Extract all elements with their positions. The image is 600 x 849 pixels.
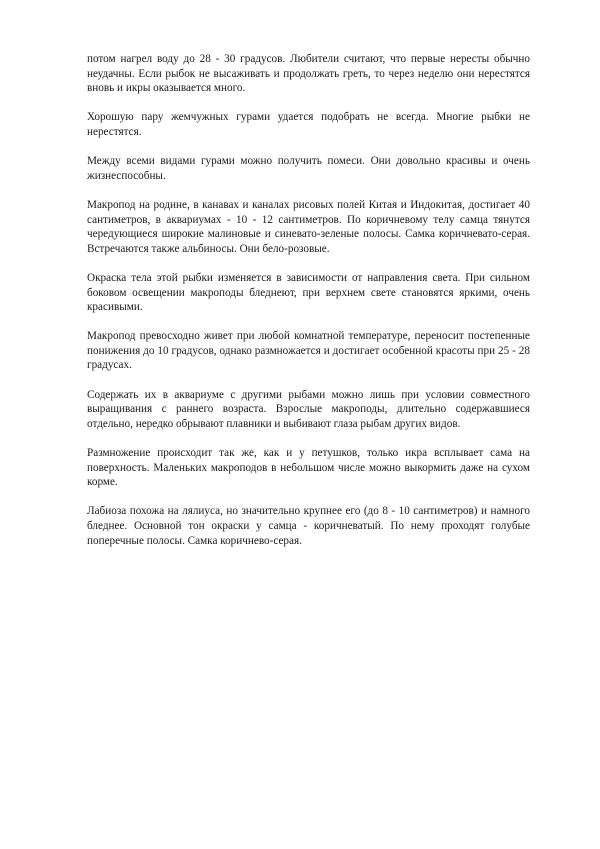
paragraph: Размножение происходит так же, как и у петушков, только икра всплывает сама на поверхность. Маленьких макроподов в небольшом числе можно выкормить даже на сухом корме. (87, 447, 530, 489)
paragraph: Между всеми видами гурами можно получить помеси. Они довольно красивы и очень жизнеспособны. (87, 155, 530, 182)
paragraph: Содержать их в аквариуме с другими рыбами можно лишь при условии совместного выращивания с раннего возраста. Взрослые макроподы, длительно содержавшиеся отдельно, нередко обрывают плавники и выбивают глаза рыбам других видов. (87, 388, 530, 430)
paragraph: Хорошую пару жемчужных гурами удается подобрать не всегда. Многие рыбки не нерестятся. (87, 111, 530, 138)
paragraph: Макропод превосходно живет при любой комнатной температуре, переносит постепенные понижения до 10 градусов, однако размножается и достигает особенной красоты при 25 - 28 градусах. (87, 330, 530, 372)
paragraph: потом нагрел воду до 28 - 30 градусов. Любители считают, что первые нересты обычно неудачны. Если рыбок не высаживать и продолжать греть, то через неделю они нерестятся вновь и икры оказывается много. (87, 53, 530, 95)
document-body (87, 52, 530, 563)
paragraph: Макропод на родине, в канавах и каналах рисовых полей Китая и Индокитая, достигает 40 сантиметров, в аквариумах - 10 - 12 сантиметров. По коричневому телу самца тянутся чередующиеся широкие малиновые и синевато-зеленые полосы. Самка коричневато-серая. Встречаются также альбиносы. Они бело-розовые. (87, 198, 530, 255)
paragraph: Лабиоза похожа на лялиуса, но значительно крупнее его (до 8 - 10 сантиметров) и намного бледнее. Основной тон окраски у самца - коричневатый. По нему проходят голубые поперечные полосы. Самка коричнево-серая. (87, 505, 530, 547)
paragraph: Окраска тела этой рыбки изменяется в зависимости от направления света. При сильном боковом освещении макроподы бледнеют, при верхнем свете становятся яркими, очень красивыми. (87, 271, 530, 314)
